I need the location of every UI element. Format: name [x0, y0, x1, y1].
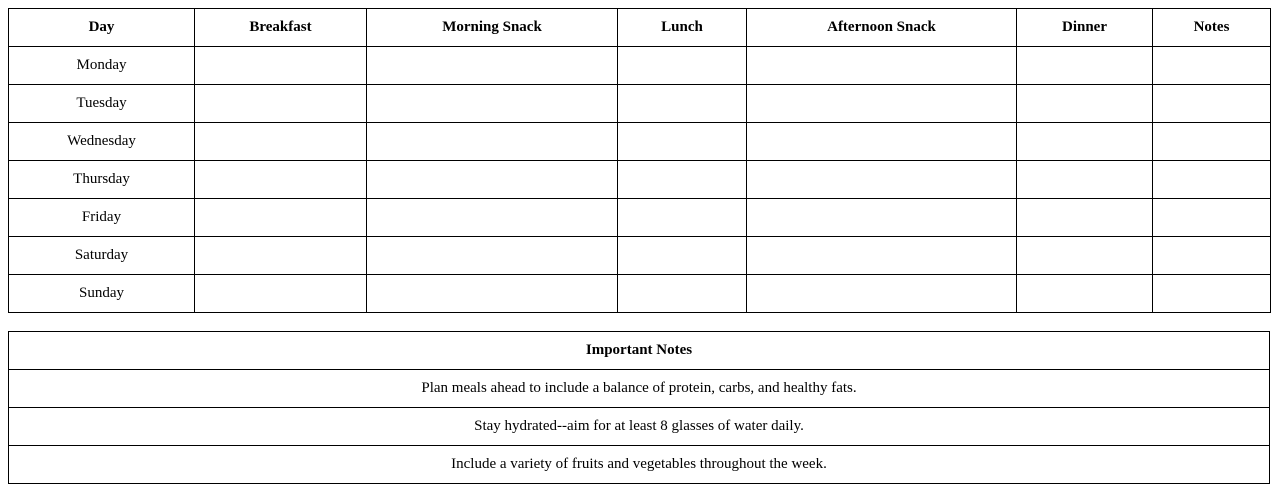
- dinner-cell[interactable]: [1017, 161, 1153, 199]
- day-cell: Saturday: [9, 237, 195, 275]
- morning-snack-cell[interactable]: [367, 47, 618, 85]
- breakfast-cell[interactable]: [195, 161, 367, 199]
- morning-snack-cell[interactable]: [367, 199, 618, 237]
- notes-cell[interactable]: [1153, 47, 1271, 85]
- morning-snack-cell[interactable]: [367, 85, 618, 123]
- header-row: [9, 9, 1271, 47]
- breakfast-cell[interactable]: [195, 275, 367, 313]
- note-row: [9, 370, 1270, 408]
- note-item: Stay hydrated--aim for at least 8 glasses of water daily.: [9, 408, 1270, 446]
- afternoon-snack-cell[interactable]: [747, 199, 1017, 237]
- note-row: [9, 446, 1270, 484]
- dinner-cell[interactable]: [1017, 237, 1153, 275]
- lunch-cell[interactable]: [618, 199, 747, 237]
- header-morning-snack: Morning Snack: [367, 9, 618, 47]
- table-row: [9, 47, 1271, 85]
- lunch-cell[interactable]: [618, 161, 747, 199]
- table-row: [9, 123, 1271, 161]
- morning-snack-cell[interactable]: [367, 161, 618, 199]
- day-cell: Wednesday: [9, 123, 195, 161]
- morning-snack-cell[interactable]: [367, 237, 618, 275]
- lunch-cell[interactable]: [618, 85, 747, 123]
- header-lunch: Lunch: [618, 9, 747, 47]
- lunch-cell[interactable]: [618, 123, 747, 161]
- day-cell: Tuesday: [9, 85, 195, 123]
- breakfast-cell[interactable]: [195, 199, 367, 237]
- lunch-cell[interactable]: [618, 275, 747, 313]
- lunch-cell[interactable]: [618, 237, 747, 275]
- day-cell: Sunday: [9, 275, 195, 313]
- header-afternoon-snack: Afternoon Snack: [747, 9, 1017, 47]
- afternoon-snack-cell[interactable]: [747, 85, 1017, 123]
- notes-cell[interactable]: [1153, 123, 1271, 161]
- lunch-cell[interactable]: [618, 47, 747, 85]
- breakfast-cell[interactable]: [195, 237, 367, 275]
- important-notes-table: [8, 331, 1270, 484]
- table-row: [9, 85, 1271, 123]
- dinner-cell[interactable]: [1017, 275, 1153, 313]
- afternoon-snack-cell[interactable]: [747, 237, 1017, 275]
- breakfast-cell[interactable]: [195, 47, 367, 85]
- notes-title-row: [9, 332, 1270, 370]
- notes-title: Important Notes: [9, 332, 1270, 370]
- afternoon-snack-cell[interactable]: [747, 161, 1017, 199]
- header-notes: Notes: [1153, 9, 1271, 47]
- dinner-cell[interactable]: [1017, 123, 1153, 161]
- table-row: [9, 161, 1271, 199]
- notes-cell[interactable]: [1153, 275, 1271, 313]
- note-item: Include a variety of fruits and vegetables throughout the week.: [9, 446, 1270, 484]
- afternoon-snack-cell[interactable]: [747, 47, 1017, 85]
- table-row: [9, 275, 1271, 313]
- dinner-cell[interactable]: [1017, 85, 1153, 123]
- notes-cell[interactable]: [1153, 199, 1271, 237]
- morning-snack-cell[interactable]: [367, 275, 618, 313]
- notes-cell[interactable]: [1153, 237, 1271, 275]
- notes-cell[interactable]: [1153, 85, 1271, 123]
- header-dinner: Dinner: [1017, 9, 1153, 47]
- day-cell: Friday: [9, 199, 195, 237]
- afternoon-snack-cell[interactable]: [747, 275, 1017, 313]
- header-day: Day: [9, 9, 195, 47]
- table-row: [9, 199, 1271, 237]
- meal-planner: [8, 8, 1270, 484]
- breakfast-cell[interactable]: [195, 123, 367, 161]
- afternoon-snack-cell[interactable]: [747, 123, 1017, 161]
- note-row: [9, 408, 1270, 446]
- dinner-cell[interactable]: [1017, 47, 1153, 85]
- note-item: Plan meals ahead to include a balance of protein, carbs, and healthy fats.: [9, 370, 1270, 408]
- dinner-cell[interactable]: [1017, 199, 1153, 237]
- morning-snack-cell[interactable]: [367, 123, 618, 161]
- header-breakfast: Breakfast: [195, 9, 367, 47]
- breakfast-cell[interactable]: [195, 85, 367, 123]
- day-cell: Thursday: [9, 161, 195, 199]
- table-row: [9, 237, 1271, 275]
- day-cell: Monday: [9, 47, 195, 85]
- weekly-meal-table: [8, 8, 1271, 313]
- notes-cell[interactable]: [1153, 161, 1271, 199]
